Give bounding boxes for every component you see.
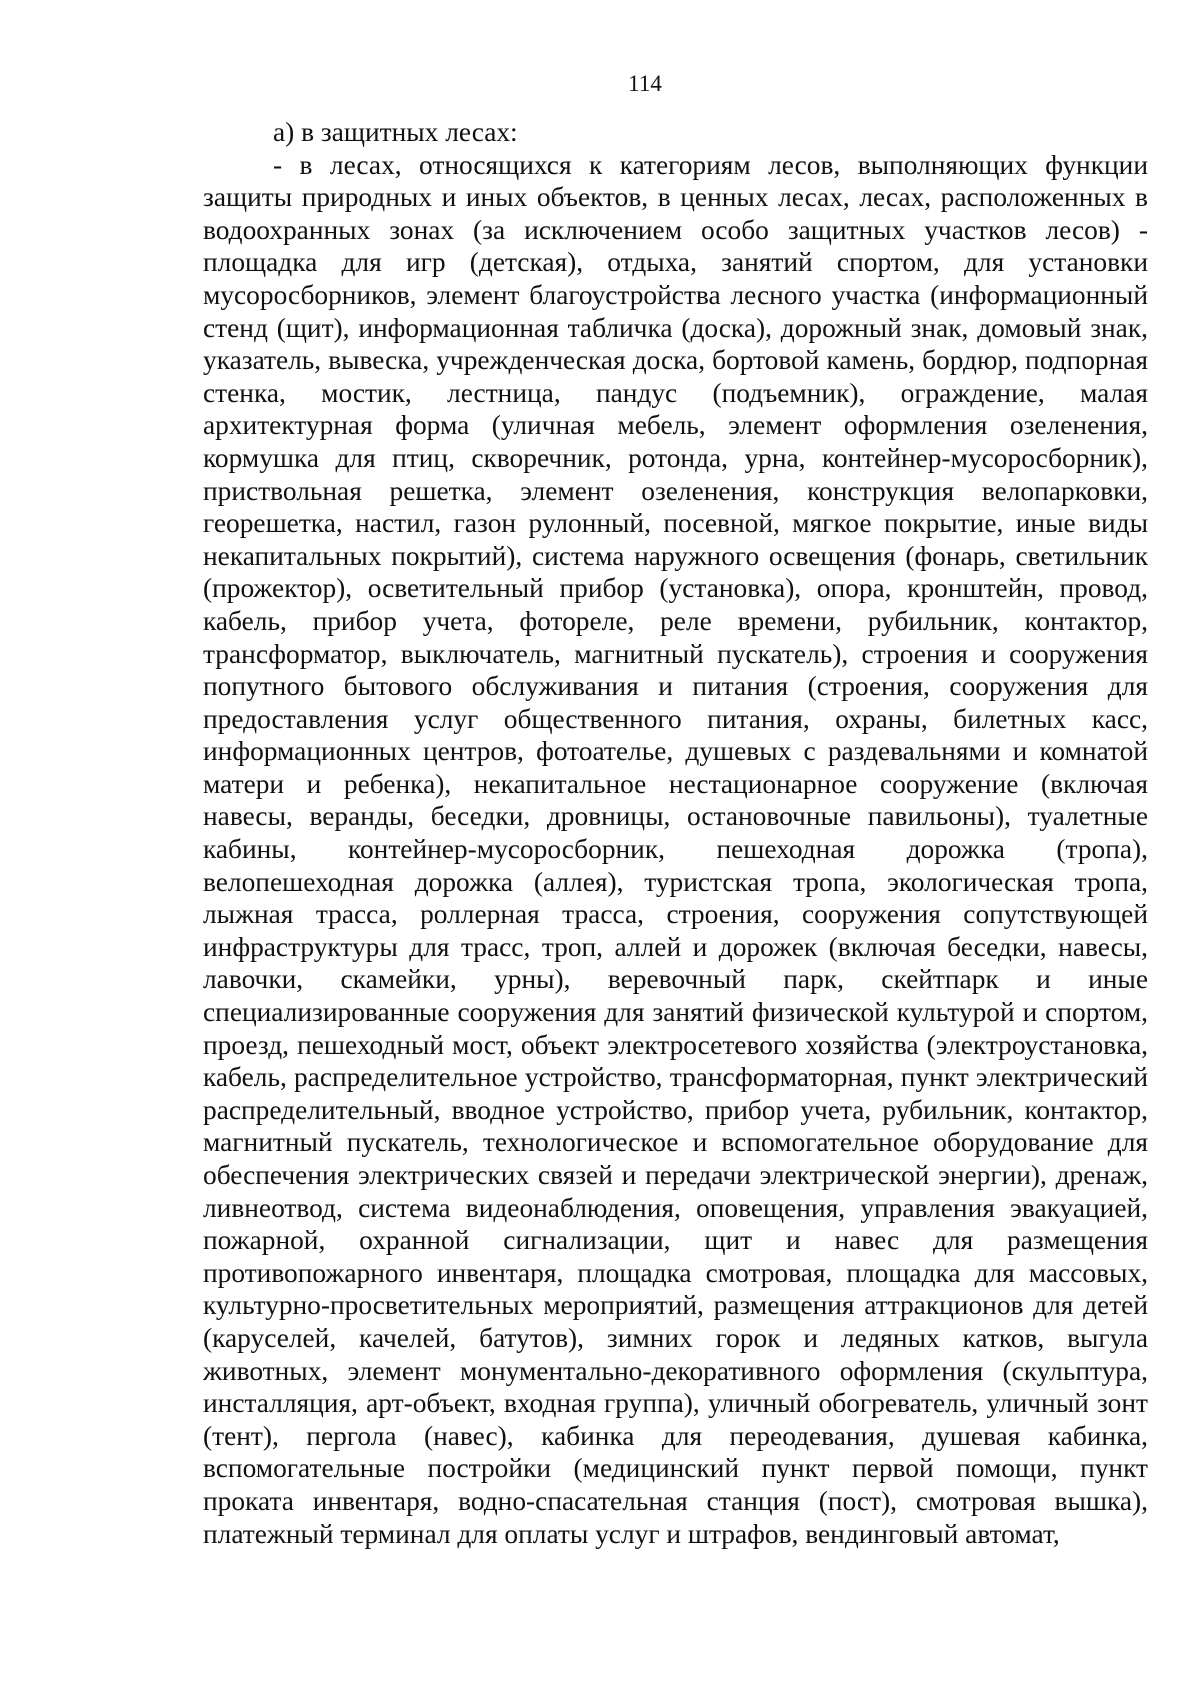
body-paragraph: - в лесах, относящихся к категориям лесов, выполняющих функции защиты природных и иных объектов, в ценных лесах, лесах, расположенных в водоохранных зонах (за исключением особо защитных участков лесов) - площадка для игр (детская), отдыха, занятий спортом, для установки мусоросборников, элемент благоустройства лесного участка (информационный стенд (щит), информационная табличка (доска), дорожный знак, домовый знак, указатель, вывеска, учрежденческая доска, бортовой камень, бордюр, подпорная стенка, мостик, лестница, пандус (подъемник), ограждение, малая архитектурная форма (уличная мебель, элемент оформления озеленения, кормушка для птиц, скворечник, ротонда, урна, контейнер-мусоросборник), приствольная решетка, элемент озеленения, конструкция велопарковки, георешетка, настил, газон рулонный, посевной, мягкое покрытие, иные виды некапитальных покрытий), система наружного освещения (фонарь, светильник (прожектор), осветительный прибор (установка), опора, кронштейн, провод, кабель, прибор учета, фотореле, реле времени, рубильник, контактор, трансформатор, выключатель, магнитный пускатель), строения и сооружения попутного бытового обслуживания и питания (строения, сооружения для предоставления услуг общественного питания, охраны, билетных касс, информационных центров, фотоателье, душевых с раздевальнями и комнатой матери и ребенка), некапитальное нестационарное сооружение (включая навесы, веранды, беседки, дровницы, остановочные павильоны), туалетные кабины, контейнер-мусоросборник, пешеходная дорожка (тропа), велопешеходная дорожка (аллея), туристская тропа, экологическая тропа, лыжная трасса, роллерная трасса, строения, сооружения сопутствующей инфраструктуры для трасс, троп, аллей и дорожек (включая беседки, навесы, лавочки, скамейки, урны), веревочный парк, скейтпарк и иные специализированные сооружения для занятий физической культурой и спортом, проезд, пешеходный мост, объект электросетевого хозяйства (электроустановка, кабель, распределительное устройство, трансформаторная, пункт электрический распределительный, вводное устройство, прибор учета, рубильник, контактор, магнитный пускатель, технологическое и вспомогательное оборудование для обеспечения электрических связей и передачи электрической энергии), дренаж, ливнеотвод, система видеонаблюдения, оповещения, управления эвакуацией, пожарной, охранной сигнализации, щит и навес для размещения противопожарного инвентаря, площадка смотровая, площадка для массовых, культурно-просветительных мероприятий, размещения аттракционов для детей (каруселей, качелей, батутов), зимних горок и ледяных катков, выгула животных, элемент монументально-декоративного оформления (скульптура, инсталляция, арт-объект, входная группа), уличный обогреватель, уличный зонт (тент), пергола (навес), кабинка для переодевания, душевая кабинка, вспомогательные постройки (медицинский пункт первой помощи, пункт проката инвентаря, водно-спасательная станция (пост), смотровая вышка), платежный терминал для оплаты услуг и штрафов, вендинговый автомат,: [203, 149, 1148, 1549]
page-number: 114: [628, 71, 662, 96]
section-heading: а) в защитных лесах:: [273, 117, 518, 147]
body-text: [203, 116, 1148, 1550]
